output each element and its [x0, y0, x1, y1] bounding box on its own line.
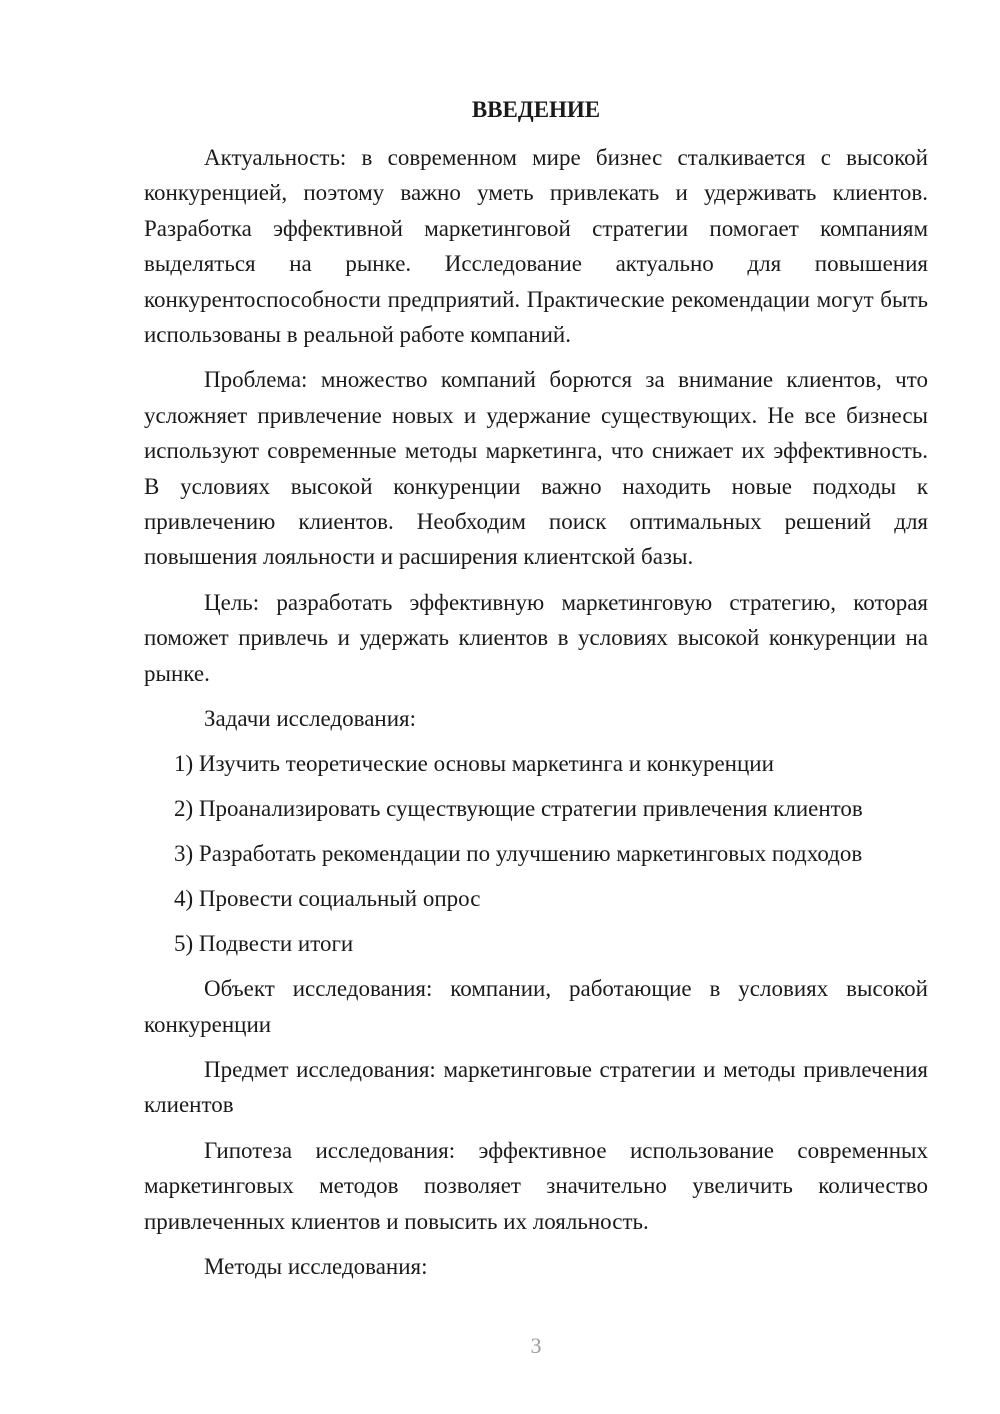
task-item-2: 2) Проанализировать существующие стратегии привлечения клиентов	[174, 796, 863, 822]
page-content	[144, 92, 928, 1284]
tasks-heading: Задачи исследования:	[204, 706, 417, 732]
relevance-paragraph: Актуальность: в современном мире бизнес сталкивается с высокой конкуренцией, поэтому важно уметь привлекать и удерживать клиентов. Разработка эффективной маркетинговой стратегии помогает компаниям выделяться на рынке. Исследование актуально для повышения конкурентоспособности предприятий. Практические рекомендации могут быть использованы в реальной работе компаний.	[144, 145, 928, 348]
goal-paragraph: Цель: разработать эффективную маркетинговую стратегию, которая поможет привлечь и удержать клиентов в условиях высокой конкуренции на рынке.	[144, 589, 928, 686]
subject-paragraph: Предмет исследования: маркетинговые стратегии и методы привлечения клиентов	[144, 1056, 928, 1118]
methods-heading: Методы исследования:	[204, 1253, 428, 1279]
task-item-1: 1) Изучить теоретические основы маркетинга и конкуренции	[174, 751, 774, 777]
object-paragraph: Объект исследования: компании, работающие в условиях высокой конкуренции	[144, 976, 928, 1037]
page-number: 3	[530, 1333, 542, 1358]
task-item-4: 4) Провести социальный опрос	[174, 886, 481, 912]
tasks-list	[144, 746, 928, 961]
problem-paragraph: Проблема: множество компаний борются за внимание клиентов, что усложняет привлечение новых и удержание существующих. Не все бизнесы используют современные методы маркетинга, что снижает их эффективность. В условиях высокой конкуренции важно находить новые подходы к привлечению клиентов. Необходим поиск оптимальных решений для повышения лояльности и расширения клиентской базы.	[144, 367, 928, 570]
task-item-3: 3) Разработать рекомендации по улучшению маркетинговых подходов	[174, 841, 863, 867]
task-item-5: 5) Подвести итоги	[174, 931, 354, 957]
section-title: ВВЕДЕНИЕ	[471, 97, 601, 122]
hypothesis-paragraph: Гипотеза исследования: эффективное использование современных маркетинговых методов позволяет значительно увеличить количество привлеченных клиентов и повысить их лояльность.	[144, 1137, 928, 1234]
